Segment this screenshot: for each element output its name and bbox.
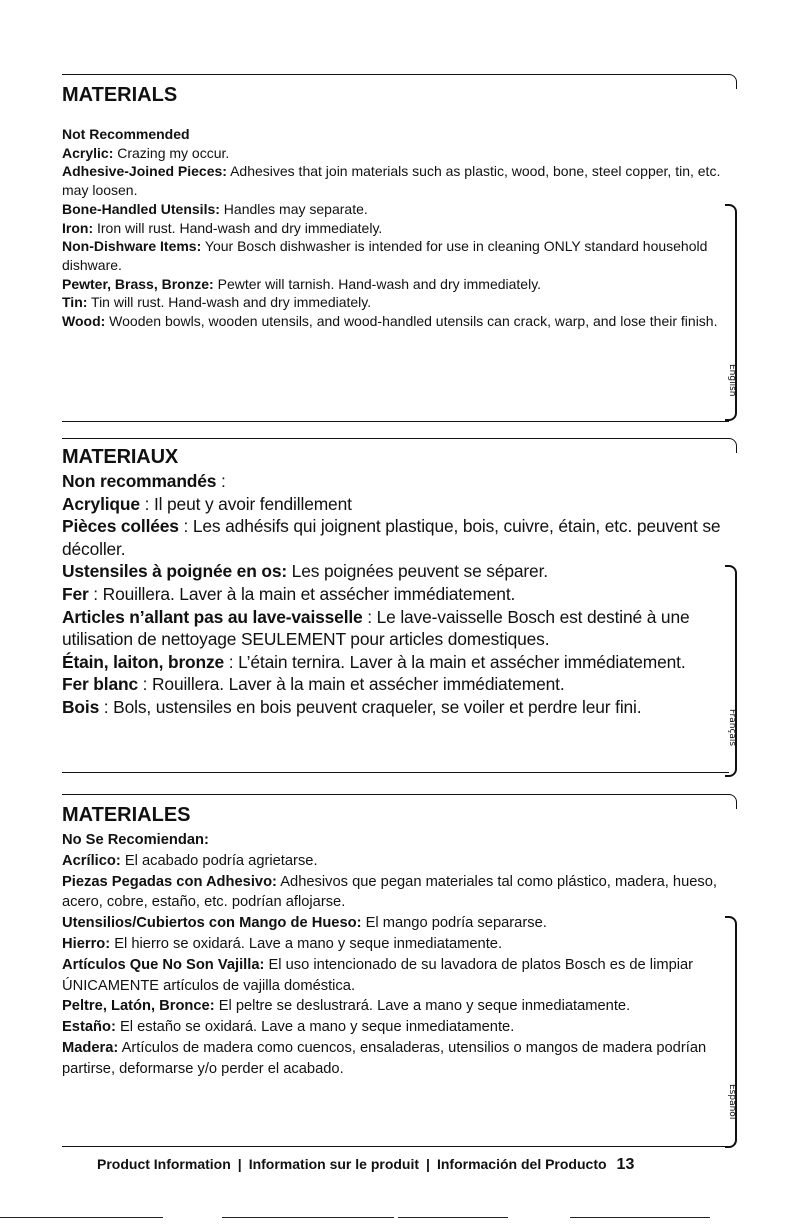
item-wood bbox=[62, 312, 722, 331]
item-fer-blanc bbox=[62, 673, 722, 696]
item-text: : Il peut y avoir fendillement bbox=[139, 493, 352, 514]
item-term: Fer blanc bbox=[62, 674, 138, 695]
item-text: Pewter will tarnish. Hand-wash and dry immediately. bbox=[213, 275, 542, 292]
scan-artifact-line bbox=[570, 1217, 710, 1218]
item-text: Artículos de madera como cuencos, ensaladeras, utensilios o mangos de madera podrían partirse, deformarse y/o perder el acabado. bbox=[62, 1039, 707, 1077]
section-title: MATERIAUX bbox=[62, 446, 179, 468]
item-text: Your Bosch dishwasher is intended for use in cleaning ONLY standard household dishware. bbox=[62, 238, 708, 273]
item-text: : L’étain ternira. Laver à la main et assécher immédiatement. bbox=[224, 651, 686, 672]
footer-separator: | bbox=[237, 1156, 242, 1172]
section-title: MATERIALS bbox=[62, 84, 178, 106]
item-term: Ustensiles à poignée en os: bbox=[62, 561, 287, 582]
item-term: Piezas Pegadas con Adhesivo: bbox=[62, 873, 277, 890]
section-content bbox=[62, 444, 722, 719]
item-term: Peltre, Latón, Bronce: bbox=[62, 998, 215, 1015]
section-top-rule bbox=[62, 794, 729, 795]
section-corner bbox=[728, 74, 737, 89]
section-bottom-rule bbox=[62, 421, 729, 422]
item-text: Adhesives that join materials such as plastic, wood, bone, steel copper, tin, etc. may loosen. bbox=[62, 163, 721, 199]
section-bottom-rule bbox=[62, 1146, 729, 1147]
item-text: El hierro se oxidará. Lave a mano y seque inmediatamente. bbox=[110, 935, 503, 952]
item-text: : Le lave-vaisselle Bosch est destiné à une utilisation de nettoyage SEULEMENT pour articles domestiques. bbox=[62, 606, 690, 650]
item-term: Étain, laiton, bronze bbox=[62, 651, 225, 672]
item-text: Iron will rust. Hand-wash and dry immediately. bbox=[93, 219, 383, 236]
scan-artifact-line bbox=[222, 1217, 394, 1218]
item-text: El peltre se deslustrará. Lave a mano y seque inmediatamente. bbox=[214, 998, 631, 1015]
item-term: Bone-Handled Utensils: bbox=[62, 200, 220, 217]
section-english bbox=[62, 74, 737, 423]
item-term: Wood: bbox=[62, 313, 106, 330]
item-term: Acrylique bbox=[62, 493, 140, 514]
footer-spanish: Información del Producto bbox=[436, 1156, 607, 1172]
item-term: Pièces collées bbox=[62, 516, 179, 537]
language-tab-label: Español bbox=[727, 1084, 737, 1120]
item-text: El estaño se oxidará. Lave a mano y seque inmediatamente. bbox=[115, 1019, 515, 1036]
item-term: Non-Dishware Items: bbox=[62, 238, 202, 255]
item-term: Articles n’allant pas au lave-vaisselle bbox=[62, 606, 363, 627]
item-acrylique bbox=[62, 493, 722, 516]
page-number: 13 bbox=[616, 1156, 635, 1173]
section-title: MATERIALES bbox=[62, 804, 191, 826]
item-term: Acrílico: bbox=[62, 852, 121, 869]
language-tab-label: Français bbox=[727, 709, 737, 747]
item-madera bbox=[62, 1038, 722, 1080]
footer-separator: | bbox=[426, 1156, 430, 1172]
item-utensilios bbox=[62, 913, 722, 934]
scan-artifact-line bbox=[0, 1217, 163, 1218]
section-content bbox=[62, 82, 722, 331]
item-term: Acrylic: bbox=[62, 144, 114, 161]
item-tin bbox=[62, 293, 722, 312]
item-pieces-collees bbox=[62, 515, 722, 560]
subtitle: No Se Recomiendan: bbox=[62, 832, 209, 848]
item-text: : bbox=[216, 471, 226, 491]
section-top-rule bbox=[62, 74, 729, 75]
section-french bbox=[62, 438, 737, 776]
item-acrylic bbox=[62, 144, 722, 163]
item-term: Estaño: bbox=[62, 1019, 116, 1036]
section-bottom-rule bbox=[62, 772, 729, 773]
item-non-dishware bbox=[62, 237, 722, 274]
item-text: Adhesivos que pegan materiales tal como plástico, madera, hueso, acero, cobre, estaño, etc. podrían aflojarse. bbox=[62, 873, 718, 911]
item-non-recommandes bbox=[62, 470, 722, 493]
item-term: Madera: bbox=[62, 1039, 119, 1056]
item-text: El uso intencionado de su lavadora de platos Bosch es de limpiar ÚNICAMENTE artículos de vajilla doméstica. bbox=[62, 956, 694, 994]
item-term: Adhesive-Joined Pieces: bbox=[62, 163, 227, 180]
subtitle: Not Recommended bbox=[62, 126, 190, 142]
item-piezas bbox=[62, 872, 722, 914]
item-pewter bbox=[62, 275, 722, 294]
item-term: Artículos Que No Son Vajilla: bbox=[62, 956, 265, 973]
item-term: Bois bbox=[62, 696, 100, 717]
item-text: Les poignées peuvent se séparer. bbox=[287, 561, 548, 582]
section-content bbox=[62, 802, 722, 1080]
item-fer bbox=[62, 583, 722, 606]
section-spanish bbox=[62, 794, 737, 1150]
item-estano bbox=[62, 1017, 722, 1038]
item-etain bbox=[62, 651, 722, 674]
scan-artifact-line bbox=[398, 1217, 508, 1218]
item-text: El acabado podría agrietarse. bbox=[120, 852, 318, 869]
item-text: Tin will rust. Hand-wash and dry immediately. bbox=[87, 294, 372, 311]
item-text: El mango podría separarse. bbox=[361, 915, 547, 932]
section-corner bbox=[728, 438, 737, 453]
item-text: Wooden bowls, wooden utensils, and wood-handled utensils can crack, warp, and lose their finish. bbox=[105, 313, 718, 330]
item-text: : Les adhésifs qui joignent plastique, bois, cuivre, étain, etc. peuvent se décoller. bbox=[62, 516, 721, 559]
item-hierro bbox=[62, 934, 722, 955]
item-adhesive bbox=[62, 162, 722, 199]
section-corner bbox=[728, 794, 737, 809]
page-footer bbox=[97, 1156, 737, 1174]
item-term: Iron: bbox=[62, 219, 94, 236]
item-term: Hierro: bbox=[62, 935, 111, 952]
item-text: Handles may separate. bbox=[219, 200, 368, 217]
item-term: Pewter, Brass, Bronze: bbox=[62, 275, 214, 292]
item-text: : Bols, ustensiles en bois peuvent craqueler, se voiler et perdre leur fini. bbox=[99, 696, 642, 717]
item-articles bbox=[62, 606, 722, 651]
item-term: Utensilios/Cubiertos con Mango de Hueso: bbox=[62, 915, 362, 932]
language-tab-label: English bbox=[727, 364, 737, 397]
section-top-rule bbox=[62, 438, 729, 439]
item-ustensiles bbox=[62, 560, 722, 583]
item-term: Tin: bbox=[62, 294, 88, 311]
item-term: Fer bbox=[62, 583, 89, 604]
item-bois bbox=[62, 696, 722, 719]
footer-english: Product Information bbox=[97, 1156, 231, 1172]
item-acrilico bbox=[62, 851, 722, 872]
item-iron bbox=[62, 219, 722, 238]
item-bone-handled bbox=[62, 200, 722, 219]
item-peltre bbox=[62, 996, 722, 1017]
item-text: Crazing my occur. bbox=[113, 144, 230, 161]
item-articulos bbox=[62, 955, 722, 997]
footer-french: Information sur le produit bbox=[248, 1156, 420, 1172]
item-text: : Rouillera. Laver à la main et assécher immédiatement. bbox=[88, 583, 516, 604]
item-text: : Rouillera. Laver à la main et assécher immédiatement. bbox=[137, 674, 565, 695]
item-term: Non recommandés bbox=[62, 471, 217, 491]
